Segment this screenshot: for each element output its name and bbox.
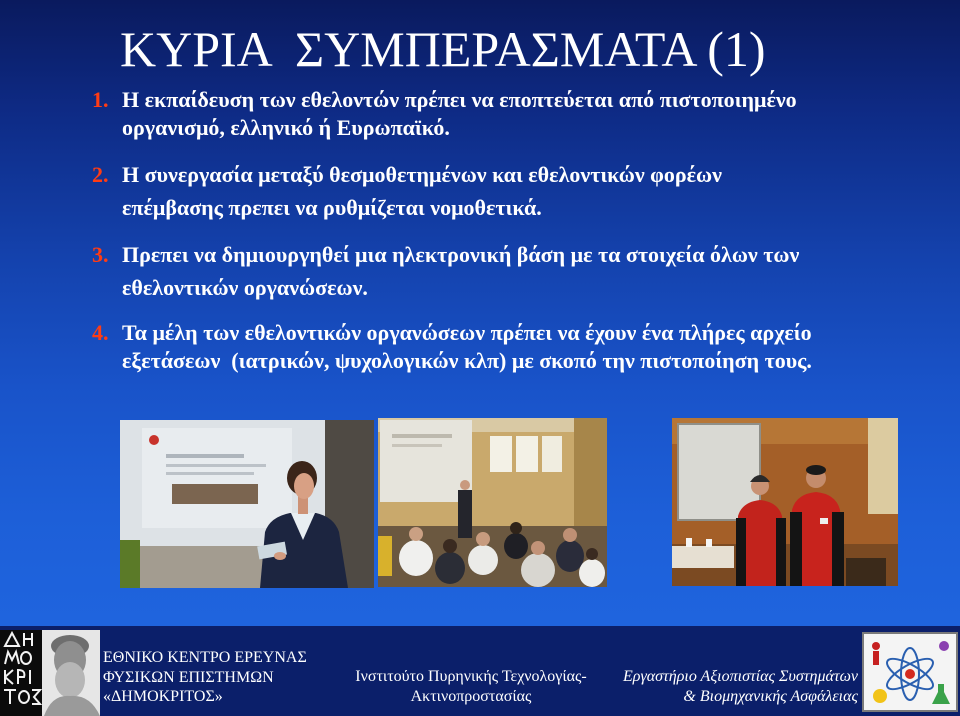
organization-name-line: ΕΘΝΙΚΟ ΚΕΝΤΡΟ ΕΡΕΥΝΑΣ bbox=[103, 649, 307, 666]
seated-person-head bbox=[476, 532, 490, 546]
laboratory-logo-icon bbox=[862, 632, 958, 712]
list-item-text-line: Η εκπαίδευση των εθελοντών πρέπει να εποπτεύεται από πιστοποιημένο bbox=[122, 87, 797, 112]
yellow-chair bbox=[378, 536, 392, 576]
list-item-number: 2. bbox=[92, 162, 109, 187]
list-item bbox=[92, 238, 892, 304]
seated-person-head bbox=[531, 541, 545, 555]
jacket-side-panel bbox=[776, 518, 786, 586]
institute-name bbox=[340, 667, 602, 706]
list-item-number: 4. bbox=[92, 320, 109, 345]
projected-text-line bbox=[392, 444, 442, 447]
list-item-text-line: οργανισμό, ελληνικό ή Ευρωπαϊκό. bbox=[122, 115, 450, 140]
seated-person-body bbox=[579, 559, 605, 587]
speaker-face bbox=[294, 473, 314, 499]
projected-logo bbox=[149, 435, 159, 445]
standing-man-body bbox=[458, 490, 472, 538]
list-item-text-line: επέμβασης πρεπει να ρυθμίζεται νομοθετικά. bbox=[122, 195, 542, 220]
projection-screen bbox=[380, 420, 472, 502]
seated-person-body bbox=[556, 540, 584, 572]
slide-title: ΚΥΡΙΑ ΣΥΜΠΕΡΑΣΜΑΤΑ (1) bbox=[120, 21, 766, 77]
seated-person-body bbox=[435, 552, 465, 584]
projected-text-line bbox=[392, 434, 452, 438]
window bbox=[516, 436, 538, 472]
photo-speaker-presentation bbox=[120, 420, 374, 588]
organization-name-line: ΦΥΣΙΚΩΝ ΕΠΙΣΤΗΜΩΝ bbox=[103, 668, 274, 686]
seated-person-head bbox=[443, 539, 457, 553]
window bbox=[490, 436, 512, 472]
cup bbox=[686, 538, 692, 547]
sun-symbol bbox=[873, 689, 887, 703]
green-chair bbox=[120, 540, 140, 588]
seated-person-body bbox=[399, 540, 433, 576]
list-item-text-line: εθελοντικών οργανώσεων. bbox=[122, 275, 368, 300]
institute-name-line: Ινστιτούτο Πυρηνικής Τεχνολογίας- bbox=[355, 668, 587, 685]
laboratory-name-line: Εργαστήριο Αξιοπιστίας Συστημάτων bbox=[623, 668, 858, 685]
seated-person-head bbox=[510, 522, 522, 534]
standing-man-head bbox=[460, 480, 470, 490]
organization-name-line: «ΔΗΜΟΚΡΙΤΟΣ» bbox=[103, 688, 223, 705]
window bbox=[868, 418, 898, 514]
projected-slide-area bbox=[142, 428, 292, 528]
seated-person-head bbox=[563, 528, 577, 542]
list-item bbox=[92, 86, 892, 142]
window bbox=[542, 436, 562, 472]
bust-beard bbox=[55, 662, 85, 698]
laboratory-name-line: & Βιομηχανικής Ασφάλειας bbox=[683, 687, 858, 705]
chair bbox=[846, 558, 886, 586]
list-item-text-line: εξετάσεων (ιατρικών, ψυχολογικών κλπ) με σκοπό την πιστοποίηση τους. bbox=[122, 348, 812, 373]
table bbox=[672, 546, 734, 568]
projected-image-strip bbox=[172, 484, 258, 504]
list-item-number: 1. bbox=[92, 87, 109, 112]
jacket-side-panel bbox=[736, 518, 746, 586]
footer bbox=[0, 626, 960, 716]
jacket-badge bbox=[820, 518, 828, 524]
atom-nucleus bbox=[905, 669, 915, 679]
seated-person-body bbox=[521, 553, 555, 587]
figure-head bbox=[872, 642, 880, 650]
institute-name-line: Ακτινοπροστασίας bbox=[410, 687, 532, 705]
seated-person-head bbox=[586, 548, 598, 560]
list-item bbox=[92, 319, 892, 375]
jacket-side-panel bbox=[790, 512, 802, 586]
photo-two-presenters bbox=[672, 418, 898, 586]
projected-text-line bbox=[166, 472, 254, 475]
list-item-text-line: Η συνεργασία μεταξύ θεσμοθετημένων και εθελοντικών φορέων bbox=[122, 162, 722, 187]
molecule-symbol bbox=[939, 641, 949, 651]
laboratory-name bbox=[623, 667, 858, 706]
projected-text-line bbox=[166, 454, 244, 458]
projected-text-line bbox=[166, 464, 266, 467]
speaker-hand bbox=[274, 552, 286, 560]
presenter-hair bbox=[806, 465, 826, 475]
jacket-side-panel bbox=[832, 512, 844, 586]
photo-meeting-audience bbox=[378, 418, 607, 587]
figure-body bbox=[873, 651, 879, 665]
list-item bbox=[92, 158, 892, 224]
cup bbox=[706, 539, 712, 547]
list-item-number: 3. bbox=[92, 242, 109, 267]
seated-person-body bbox=[504, 533, 528, 559]
seated-person-body bbox=[468, 545, 498, 575]
list-item-text-line: Τα μέλη των εθελοντικών οργανώσεων πρέπει να έχουν ένα πλήρες αρχείο bbox=[122, 320, 812, 345]
organization-name bbox=[103, 648, 307, 707]
demokritos-logo-icon bbox=[0, 630, 100, 716]
list-item-text-line: Πρεπει να δημιουργηθεί μια ηλεκτρονική βάση με τα στοιχεία όλων των bbox=[122, 242, 800, 267]
seated-person-head bbox=[409, 527, 423, 541]
